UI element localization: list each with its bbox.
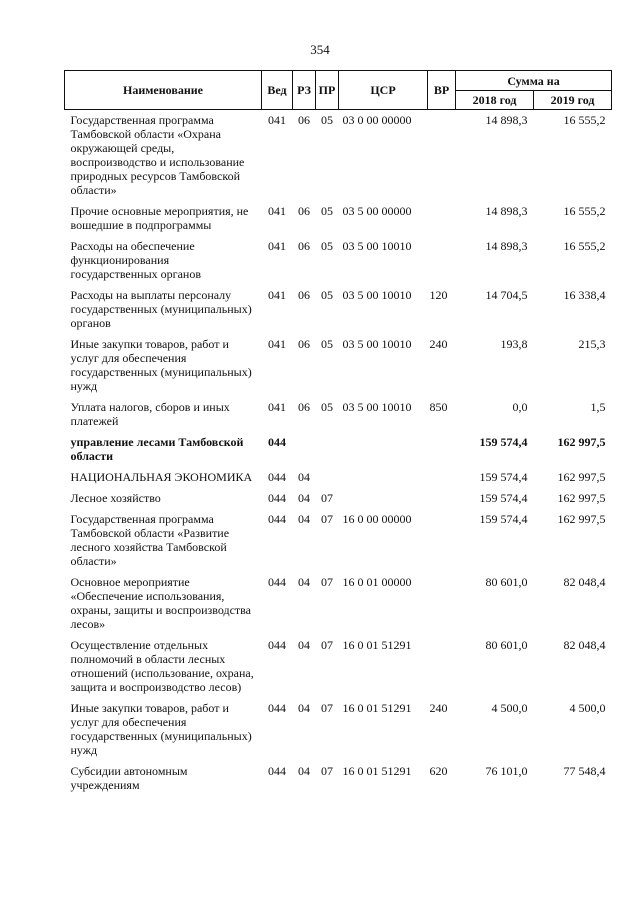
row-name: Государственная программа Тамбовской области «Охрана окружающей среды, воспроизводство и использование природных ресурсов Тамбовской области» xyxy=(70,113,245,197)
row-name: Субсидии автономным учреждениям xyxy=(70,764,188,792)
budget-table xyxy=(64,70,612,796)
row-csr: 16 0 01 51291 xyxy=(342,638,412,652)
row-name: Расходы на обеспечение функционирования государственных органов xyxy=(70,239,201,281)
row-ved: 041 xyxy=(268,113,286,127)
row-pr: 07 xyxy=(321,764,333,778)
row-vr xyxy=(428,509,456,572)
row-pr: 05 xyxy=(321,239,333,253)
table-row xyxy=(65,488,612,509)
row-sum-2019: 82 048,4 xyxy=(563,638,606,652)
row-ved: 041 xyxy=(268,400,286,414)
row-csr: 16 0 00 00000 xyxy=(342,512,412,526)
row-rz: 06 xyxy=(298,113,310,127)
row-csr: 16 0 01 51291 xyxy=(342,764,412,778)
row-vr xyxy=(428,236,456,285)
row-rz: 06 xyxy=(298,239,310,253)
row-ved: 041 xyxy=(268,288,286,302)
header-ved: Вед xyxy=(262,71,293,110)
row-rz: 06 xyxy=(298,204,310,218)
table-row xyxy=(65,572,612,635)
row-rz: 06 xyxy=(298,400,310,414)
row-sum-2019: 77 548,4 xyxy=(563,764,606,778)
row-sum-2019: 162 997,5 xyxy=(557,512,606,526)
table-row xyxy=(65,201,612,236)
row-ved: 041 xyxy=(268,239,286,253)
row-pr: 05 xyxy=(321,113,333,127)
row-sum-2018: 0,0 xyxy=(512,400,528,414)
row-pr: 07 xyxy=(321,575,333,589)
row-rz: 04 xyxy=(298,575,310,589)
row-rz: 04 xyxy=(298,491,310,505)
row-name: управление лесами Тамбовской области xyxy=(70,435,244,463)
row-ved: 044 xyxy=(268,491,286,505)
header-pr: ПР xyxy=(316,71,339,110)
row-sum-2019: 162 997,5 xyxy=(557,435,606,449)
row-vr: 240 xyxy=(429,337,448,351)
header-rz: РЗ xyxy=(293,71,316,110)
row-pr: 05 xyxy=(321,204,333,218)
row-vr: 240 xyxy=(429,701,448,715)
row-vr: 620 xyxy=(429,764,448,778)
row-name: Лесное хозяйство xyxy=(70,491,161,505)
row-csr: 03 5 00 10010 xyxy=(342,288,412,302)
row-pr xyxy=(316,467,339,488)
row-sum-2019: 1,5 xyxy=(590,400,606,414)
row-sum-2018: 159 574,4 xyxy=(479,491,528,505)
table-row xyxy=(65,635,612,698)
row-ved: 044 xyxy=(268,512,286,526)
row-sum-2019: 82 048,4 xyxy=(563,575,606,589)
row-sum-2018: 76 101,0 xyxy=(485,764,528,778)
row-vr xyxy=(428,572,456,635)
row-vr xyxy=(428,201,456,236)
row-name: Иные закупки товаров, работ и услуг для обеспечения государственных (муниципальных) нужд xyxy=(70,701,252,757)
row-csr: 16 0 01 51291 xyxy=(342,701,412,715)
row-pr: 05 xyxy=(321,400,333,414)
row-name: Осуществление отдельных полномочий в области лесных отношений (использование, охрана, защита и воспроизводство лесов) xyxy=(70,638,254,694)
header-name: Наименование xyxy=(65,71,262,110)
row-vr: 850 xyxy=(429,400,448,414)
row-csr: 03 5 00 00000 xyxy=(342,204,412,218)
row-sum-2019: 162 997,5 xyxy=(557,470,606,484)
table-row xyxy=(65,397,612,432)
header-vr: ВР xyxy=(428,71,456,110)
row-csr: 03 5 00 10010 xyxy=(342,400,412,414)
table-row xyxy=(65,509,612,572)
row-sum-2018: 159 574,4 xyxy=(479,512,528,526)
row-name: НАЦИОНАЛЬНАЯ ЭКОНОМИКА xyxy=(70,470,253,484)
row-sum-2018: 80 601,0 xyxy=(485,638,528,652)
row-sum-2018: 14 898,3 xyxy=(485,113,528,127)
row-sum-2018: 193,8 xyxy=(500,337,528,351)
row-csr xyxy=(339,467,428,488)
row-csr: 16 0 01 00000 xyxy=(342,575,412,589)
row-vr xyxy=(428,467,456,488)
row-rz: 06 xyxy=(298,337,310,351)
row-sum-2019: 215,3 xyxy=(578,337,606,351)
row-rz: 04 xyxy=(298,470,310,484)
row-pr: 07 xyxy=(321,638,333,652)
table-row xyxy=(65,285,612,334)
row-ved: 044 xyxy=(268,638,286,652)
table-row xyxy=(65,236,612,285)
row-ved: 044 xyxy=(268,701,286,715)
row-rz: 04 xyxy=(298,701,310,715)
page-number: 354 xyxy=(310,42,330,57)
row-rz xyxy=(293,432,316,467)
row-ved: 044 xyxy=(268,470,286,484)
row-sum-2018: 159 574,4 xyxy=(479,435,528,449)
row-name: Расходы на выплаты персоналу государственных (муниципальных) органов xyxy=(70,288,252,330)
row-pr: 05 xyxy=(321,337,333,351)
row-vr xyxy=(428,110,456,202)
row-rz: 04 xyxy=(298,512,310,526)
row-csr xyxy=(339,432,428,467)
row-rz: 04 xyxy=(298,764,310,778)
row-sum-2018: 14 898,3 xyxy=(485,239,528,253)
table-row xyxy=(65,110,612,202)
header-year-2019: 2019 год xyxy=(534,91,612,110)
row-name: Прочие основные мероприятия, не вошедшие в подпрограммы xyxy=(70,204,249,232)
row-name: Уплата налогов, сборов и иных платежей xyxy=(70,400,230,428)
header-csr: ЦСР xyxy=(339,71,428,110)
row-sum-2018: 4 500,0 xyxy=(491,701,528,715)
row-pr: 07 xyxy=(321,512,333,526)
row-pr xyxy=(316,432,339,467)
row-sum-2018: 80 601,0 xyxy=(485,575,528,589)
row-pr: 07 xyxy=(321,701,333,715)
row-ved: 041 xyxy=(268,204,286,218)
row-sum-2018: 159 574,4 xyxy=(479,470,528,484)
table-row xyxy=(65,432,612,467)
row-sum-2019: 4 500,0 xyxy=(569,701,606,715)
row-pr: 07 xyxy=(321,491,333,505)
row-sum-2018: 14 898,3 xyxy=(485,204,528,218)
row-ved: 044 xyxy=(268,575,286,589)
header-year-2018: 2018 год xyxy=(456,91,534,110)
table-row xyxy=(65,467,612,488)
header-sum: Сумма на xyxy=(456,71,612,91)
row-sum-2019: 16 338,4 xyxy=(563,288,606,302)
table-body xyxy=(65,110,612,797)
row-vr xyxy=(428,488,456,509)
row-name: Основное мероприятие «Обеспечение использования, охраны, защиты и воспроизводства лесов» xyxy=(70,575,252,631)
row-pr: 05 xyxy=(321,288,333,302)
row-ved: 041 xyxy=(268,337,286,351)
table-row xyxy=(65,761,612,796)
row-csr: 03 5 00 10010 xyxy=(342,239,412,253)
row-sum-2018: 14 704,5 xyxy=(485,288,528,302)
row-ved: 044 xyxy=(268,764,286,778)
row-csr xyxy=(339,488,428,509)
row-rz: 06 xyxy=(298,288,310,302)
row-sum-2019: 16 555,2 xyxy=(563,204,606,218)
row-vr xyxy=(428,635,456,698)
row-vr xyxy=(428,432,456,467)
table-row xyxy=(65,698,612,761)
row-rz: 04 xyxy=(298,638,310,652)
row-ved: 044 xyxy=(268,435,286,449)
row-sum-2019: 16 555,2 xyxy=(563,239,606,253)
row-name: Иные закупки товаров, работ и услуг для обеспечения государственных (муниципальных) нужд xyxy=(70,337,252,393)
row-csr: 03 5 00 10010 xyxy=(342,337,412,351)
row-csr: 03 0 00 00000 xyxy=(342,113,412,127)
row-name: Государственная программа Тамбовской области «Развитие лесного хозяйства Тамбовской области» xyxy=(70,512,230,568)
row-sum-2019: 162 997,5 xyxy=(557,491,606,505)
table-row xyxy=(65,334,612,397)
row-sum-2019: 16 555,2 xyxy=(563,113,606,127)
row-vr: 120 xyxy=(429,288,448,302)
